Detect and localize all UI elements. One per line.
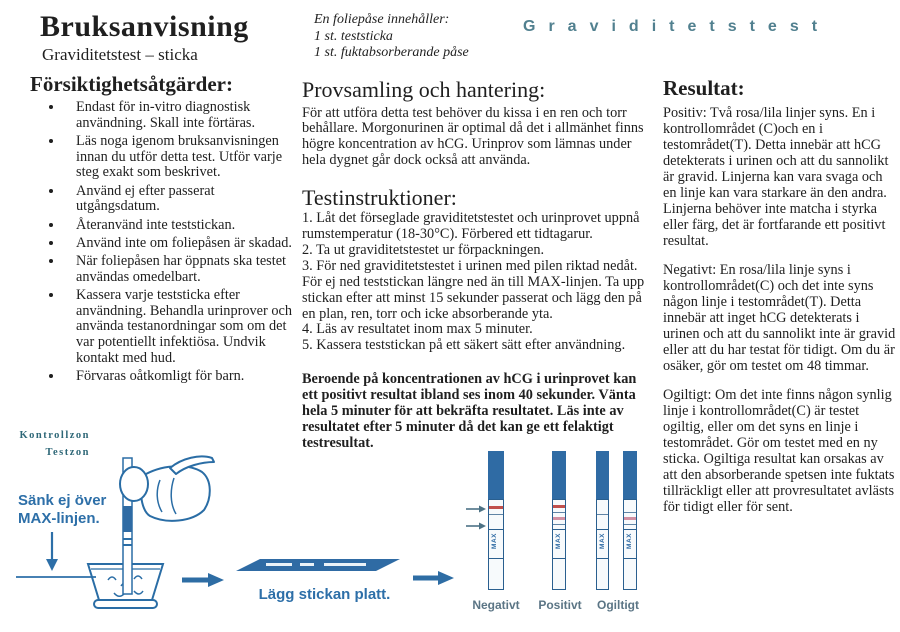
brand-name: Graviditetstest xyxy=(523,18,831,35)
max-label: MAX xyxy=(555,533,562,549)
instructions-heading: Testinstruktioner: xyxy=(302,185,457,211)
window-divider xyxy=(624,512,636,513)
window-divider xyxy=(553,512,565,513)
instruction-steps xyxy=(302,211,654,354)
precaution-item: • Förvaras oåtkomligt för barn. xyxy=(64,369,292,385)
pouch-contents-line: 1 st. teststicka xyxy=(314,28,393,44)
dip-depth-note-line: MAX-linjen. xyxy=(18,510,100,527)
test-zone-label: Testzon xyxy=(45,446,90,458)
control-line xyxy=(489,506,503,509)
strip-handle xyxy=(623,451,637,499)
window-divider xyxy=(597,514,608,515)
dip-depth-note-line: Sänk ej över xyxy=(18,492,107,509)
flat-stick-icon xyxy=(236,559,400,571)
strip-grip-section xyxy=(488,559,504,590)
max-label: MAX xyxy=(626,533,633,549)
zone-pointer-arrow-icon xyxy=(466,506,486,530)
strip-caption-negative: Negativt xyxy=(472,598,520,612)
precaution-item: • Återanvänd inte teststickan. xyxy=(64,218,292,234)
sampling-body: För att utföra detta test behöver du kissa i en ren och torr behållare. Morgonurinen är optimal då det i allmänhet finns högre koncentration av hCG. Urinprov som lämnas under hela dygnet går dock också att använda. xyxy=(302,104,644,168)
strip-max-section xyxy=(623,530,637,559)
precautions-list xyxy=(30,100,292,385)
strip-max-section xyxy=(552,530,566,559)
control-zone-label: Kontrollzon xyxy=(19,430,90,441)
instruction-step: 4. Läs av resultatet inom max 5 minuter. xyxy=(302,321,533,338)
pouch-contents-line: 1 st. fuktabsorberande påse xyxy=(314,45,469,61)
lay-flat-label: Lägg stickan platt. xyxy=(258,586,391,603)
instruction-step: 3. För ned graviditetstestet i urinen med pilen riktad nedåt. För ej ned teststickan längre ned än till MAX-linjen. Ta upp stickan efter att minst 15 sekunder passerat och lägg den på en plan, ren, torr och icke absorberande yta. xyxy=(302,258,645,322)
result-positive-text: Positiv: Två rosa/lila linjer syns. En i kontrollområdet (C)och en i testområdet(T). Detta innebär att hCG detekterats i urinen och att du sannolikt är gravid. Linjerna kan vara svaga och en linje kan vara starkare än den andra. Linjerna behöver inte matcha i styrka eller färg, det är fortfarande ett positivt resultat. xyxy=(663,105,889,249)
instruction-step: 1. Låt det förseglade graviditetstestet och urinprovet uppnå rumstemperatur (18-30°C). Förbered ett tidtagarur. xyxy=(302,210,640,243)
strip-handle xyxy=(552,451,566,499)
test-line xyxy=(624,517,636,520)
usage-diagram xyxy=(0,428,660,632)
strip-invalid-blank xyxy=(596,451,609,590)
hand-icon xyxy=(120,456,214,520)
strip-max-section xyxy=(488,530,504,559)
instruction-step: 2. Ta ut graviditetstestet ur förpackningen. xyxy=(302,242,545,259)
precaution-item: • Använd inte om foliepåsen är skadad. xyxy=(64,236,292,252)
middle-column xyxy=(302,10,654,451)
right-arrow-icon xyxy=(182,573,224,587)
max-label: MAX xyxy=(599,533,606,549)
strip-result-window xyxy=(488,499,504,530)
strip-max-section xyxy=(596,530,609,559)
window-divider xyxy=(489,514,503,515)
strip-handle xyxy=(596,451,609,499)
page-title: Bruksanvisning xyxy=(40,10,249,43)
precautions-heading: Försiktighetsåtgärder: xyxy=(30,72,233,96)
precaution-item: • Endast för in-vitro diagnostisk användning. Skall inte förtäras. xyxy=(64,100,292,131)
max-label: MAX xyxy=(491,533,498,549)
precaution-item: • Använd ej efter passerat utgångsdatum. xyxy=(64,184,292,215)
results-column xyxy=(663,76,896,528)
strip-positive xyxy=(552,451,566,590)
strip-caption-positive: Positivt xyxy=(538,598,582,612)
precaution-item: • När foliepåsen har öppnats ska testet användas omedelbart. xyxy=(64,254,292,285)
page-subtitle: Graviditetstest – sticka xyxy=(42,45,198,64)
timing-warning: Beroende på koncentrationen av hCG i urinprovet kan ett positivt resultat ibland ses inom 40 sekunder. Vänta hela 5 minuter för att bekräfta resultatet. Läs inte av resultatet efter 5 minuter då det kan ge ett felaktigt testresultat. xyxy=(302,371,637,452)
strip-result-window xyxy=(596,499,609,530)
strip-grip-section xyxy=(552,559,566,590)
strip-result-window xyxy=(623,499,637,530)
dip-depth-note xyxy=(18,492,106,528)
results-heading: Resultat: xyxy=(663,76,745,100)
window-divider xyxy=(553,524,565,525)
result-invalid-text: Ogiltigt: Om det inte finns någon synlig linje i kontrollområdet(C) är testet ogiltig, eller om det syns en linje i testområdet. Gör om testet med en ny sticka. Ogiltiga resultat kan orsakas av att den absorberande spetsen inte fuktats tillräckligt eller att provresultatet avlästs för tidigt eller för sent. xyxy=(663,387,895,515)
test-line xyxy=(553,517,565,520)
strip-caption-invalid: Ogiltigt xyxy=(597,598,639,612)
down-arrow-icon xyxy=(46,532,58,571)
precaution-item: • Läs noga igenom bruksanvisningen innan du utför detta test. Utför varje steg exakt som beskrivet. xyxy=(64,134,292,181)
sampling-heading: Provsamling och hantering: xyxy=(302,76,546,102)
strip-handle xyxy=(488,451,504,499)
strip-invalid-testline xyxy=(623,451,637,590)
strip-grip-section xyxy=(596,559,609,590)
instruction-step: 5. Kassera teststickan på ett säkert sätt efter användning. xyxy=(302,337,626,354)
precaution-item: • Kassera varje teststicka efter användning. Behandla urinprover och använda testanordningar som om det var potentiellt infektiösa. Undvik kontakt med hud. xyxy=(64,288,292,367)
window-divider xyxy=(624,524,636,525)
left-column xyxy=(30,10,292,387)
control-line xyxy=(553,505,565,508)
pouch-contents-line: En foliepåse innehåller: xyxy=(314,12,450,27)
result-negative-text: Negativt: En rosa/lila linje syns i kontrollområdet(C) och det inte syns någon linje i testområdet(T). Detta innebär att inget hCG detekterats i urinen och att du sannolikt inte är gravid eller att du har testat för tidigt. Om du är osäker, gör om testet om 48 timmar. xyxy=(663,262,896,374)
strip-grip-section xyxy=(623,559,637,590)
strip-result-window xyxy=(552,499,566,530)
right-arrow-icon xyxy=(413,571,454,585)
strip-negative xyxy=(488,451,504,590)
